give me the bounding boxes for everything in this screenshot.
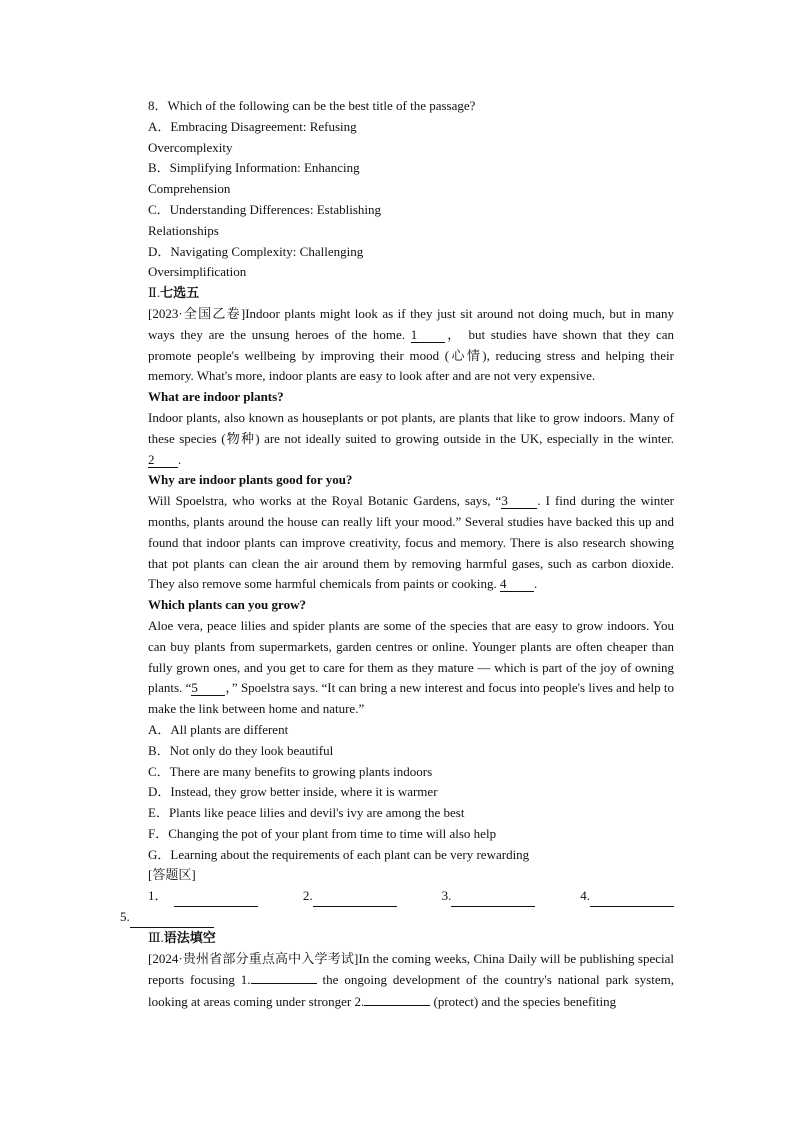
choice-g: G．Learning about the requirements of each plant can be very rewarding xyxy=(148,846,530,862)
subheading-which-plants: Which plants can you grow? xyxy=(148,597,306,613)
grammar-passage xyxy=(120,949,674,1013)
answer-line-5[interactable] xyxy=(130,913,214,928)
q8-option-b-cont: Comprehension xyxy=(148,181,231,197)
section3-heading xyxy=(120,928,674,949)
section2-heading xyxy=(120,283,674,304)
answer-label-2: 2. xyxy=(302,888,313,904)
exam-page xyxy=(120,96,674,1013)
p3-text-a: Aloe vera, peace lilies and spider plants are some of the species that are easy to grow indoors. You can buy plants from supermarkets, garden centres or online. Younger plants are often cheaper than fully grown ones, and you get to care for them as they mature — which is part of the joy of owning plants. “ xyxy=(148,617,674,696)
intro-text-1: Indoor plants might look as if they just sit around not doing much, but in many ways they are the unsung heroes of the home. xyxy=(148,305,674,342)
paragraph-which-plants xyxy=(120,616,674,720)
subheading-what-are: What are indoor plants? xyxy=(148,389,284,405)
p1-text-b: . xyxy=(178,451,182,467)
answer-row-2 xyxy=(120,907,674,928)
q8-stem: 8．Which of the following can be the best title of the passage? xyxy=(148,98,476,113)
section3-heading-num: Ⅲ. xyxy=(148,929,164,945)
q8-option-c: C．Understanding Differences: Establishing xyxy=(148,201,381,217)
choice-d: D．Instead, they grow better inside, where it is warmer xyxy=(148,784,438,800)
answer-slot-1 xyxy=(148,886,258,907)
blank-4: 4 xyxy=(500,577,534,592)
p1-text-a: Indoor plants, also known as houseplants or pot plants, are plants that like to grow indoors. Many of these species (物种) are not ideally suited to growing outside in the UK, especially in the winter. xyxy=(148,409,674,446)
q8-option-d-cont: Oversimplification xyxy=(148,264,247,280)
answer-line-3[interactable] xyxy=(451,892,535,907)
paragraph-what-are xyxy=(120,408,674,470)
choice-a: A．All plants are different xyxy=(148,721,289,737)
p2-text-c: . xyxy=(533,576,538,592)
grammar-text-1: In the coming weeks, China Daily will be publishing special reports focusing 1. xyxy=(148,950,674,988)
choice-f: F．Changing the pot of your plant from time to time will also help xyxy=(148,825,497,841)
answer-label-4: 4. xyxy=(580,888,590,904)
answer-line-2[interactable] xyxy=(313,892,397,907)
q8-option-d: D．Navigating Complexity: Challenging xyxy=(148,243,364,259)
choice-e: E．Plants like peace lilies and devil's ivy are among the best xyxy=(148,805,465,821)
grammar-blank-1[interactable] xyxy=(251,969,317,984)
passage-intro xyxy=(120,304,674,387)
blank-5: 5 xyxy=(191,681,225,696)
answer-label-5: 5. xyxy=(120,909,130,925)
q8-option-a: A．Embracing Disagreement: Refusing xyxy=(148,118,357,134)
answer-label-1: 1． xyxy=(148,888,168,904)
section2-heading-num: Ⅱ. xyxy=(148,285,161,301)
blank-2: 2 xyxy=(148,453,178,468)
answer-slot-3 xyxy=(442,886,536,907)
answer-label-3: 3. xyxy=(441,888,452,904)
intro-text-2: ， but studies have shown that they can promote people's wellbeing by improving their mood (心情), reducing stress and helping their memory. What's more, indoor plants are easy to look after and are not very expensive. xyxy=(148,326,674,384)
answer-line-4[interactable] xyxy=(590,892,674,907)
q8-option-a-cont: Overcomplexity xyxy=(148,139,233,155)
answer-slot-4 xyxy=(580,886,674,907)
grammar-text-3: (protect) and the species benefiting xyxy=(430,994,617,1010)
answer-area-label: [答题区] xyxy=(148,867,196,883)
passage-source: [2023·全国乙卷] xyxy=(148,305,246,321)
section2-heading-text: 七选五 xyxy=(160,285,200,301)
answer-line-1[interactable] xyxy=(174,892,258,907)
p3-text-b: ，” Spoelstra says. “It can bring a new interest and focus into people's lives and help to make the link between home and nature.” xyxy=(148,680,674,717)
paragraph-why-good xyxy=(120,491,674,595)
grammar-text-2: the ongoing development of the country's national park system, looking at areas coming under stronger 2. xyxy=(148,972,674,1010)
answer-slot-5 xyxy=(120,907,214,928)
blank-1: 1 xyxy=(411,328,445,343)
blank-3: 3 xyxy=(501,494,537,509)
grammar-blank-2[interactable] xyxy=(364,991,430,1006)
answer-slot-2 xyxy=(303,886,397,907)
choice-b: B．Not only do they look beautiful xyxy=(148,742,334,758)
section3-heading-text: 语法填空 xyxy=(163,929,216,945)
p2-text-b: . I find during the winter months, plants around the house can really lift your mood.” Several studies have backed this up and found that indoor plants can improve creativity, focus and memory. There is also research showing that pot plants can clean the air around them by removing harmful gases, such as carbon dioxide. They also remove some harmful chemicals from paints or cooking. xyxy=(148,493,674,592)
p2-text-a: Will Spoelstra, who works at the Royal Botanic Gardens, says, “ xyxy=(148,493,502,509)
choice-c: C．There are many benefits to growing plants indoors xyxy=(148,763,433,779)
q8-option-c-cont: Relationships xyxy=(148,222,219,238)
q8-option-b: B．Simplifying Information: Enhancing xyxy=(148,160,360,176)
grammar-source: [2024·贵州省部分重点高中入学考试] xyxy=(148,950,359,966)
subheading-why-good: Why are indoor plants good for you? xyxy=(148,472,353,488)
answer-row xyxy=(120,886,674,907)
